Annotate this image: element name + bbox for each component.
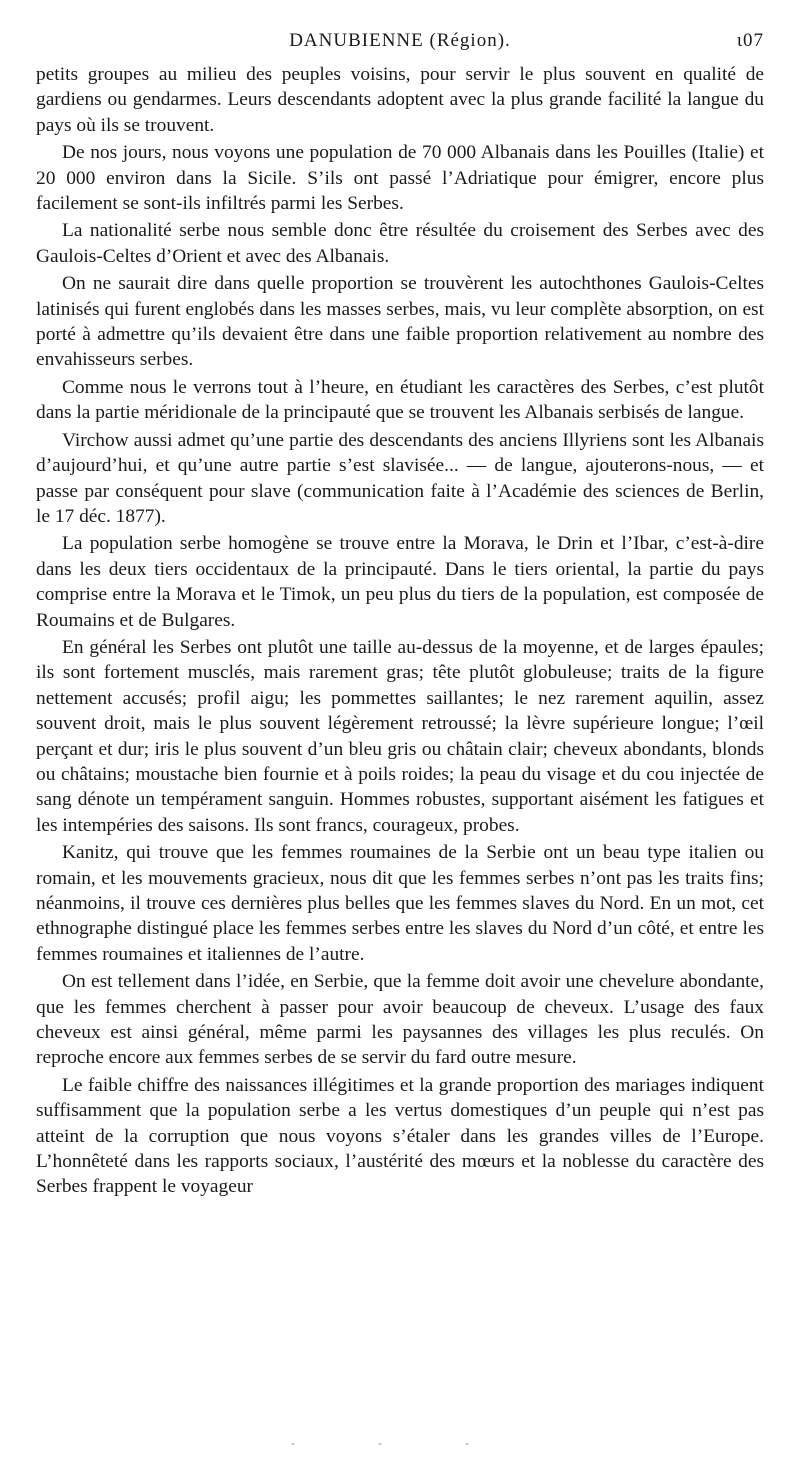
paragraph-kanitz: Kanitz, qui trouve que les femmes roumaines de la Serbie ont un beau type italien ou romain, et les mouvements gracieux, nous dit que les femmes serbes n’ont pas les traits fins; néanmoins, il trouve ces dernières plus belles que les femmes slaves du Nord. En un mot, cet ethnographe distingué place les femmes serbes entre les slaves du Nord d’un côté, et entre les femmes roumaines et italiennes de l’autre. (36, 842, 764, 965)
paragraph-population-homogene: La population serbe homogène se trouve entre la Morava, le Drin et l’Ibar, c’est-à-dire dans les deux tiers occidentaux de la principauté. Dans le tiers oriental, la partie du pays comprise entre la Morava et le Timok, un peu plus du tiers de la population, est composée de Roumains et de Bulgares. (36, 533, 764, 631)
paragraph-albanais-italie: De nos jours, nous voyons une population de 70 000 Albanais dans les Pouilles (Italie) et 20 000 environ dans la Sicile. S’ils ont passé l’Adriatique pour émigrer, encore plus facilement se sont-ils infiltrés parmi les Serbes. (36, 142, 764, 215)
running-header (36, 30, 764, 60)
page-number: ι07 (736, 30, 764, 51)
paragraph-moeurs: Le faible chiffre des naissances illégitimes et la grande proportion des mariages indiquent suffisamment que la population serbe a les vertus domestiques d’un peuple qui n’est pas atteint de la corruption que nous voyons s’étaler dans les grandes villes de l’Europe. L’honnêteté dans les rapports sociaux, l’austérité des mœurs et la noblesse du caractère des Serbes frappent le voyageur (36, 1074, 764, 1198)
paragraph-chevelure: On est tellement dans l’idée, en Serbie, que la femme doit avoir une chevelure abondante, que les femmes cherchent à passer pour avoir beaucoup de cheveux. L’usage des faux cheveux est ainsi général, même parmi les paysannes des villages les plus reculés. On reproche encore aux femmes serbes de se servir du fard outre mesure. (36, 971, 764, 1069)
paragraph-autochthones: On ne saurait dire dans quelle proportion se trouvèrent les autochthones Gaulois-Celtes latinisés qui furent englobés dans les masses serbes, mais, vu leur complète absorption, on est porté à admettre qu’ils devaient être dans une faible proportion relativement au nombre des envahisseurs serbes. (36, 273, 764, 371)
print-specks: - - - (291, 1436, 509, 1450)
paragraph-caracteres-physiques: En général les Serbes ont plutôt une taille au-dessus de la moyenne, et de larges épaules; ils sont fortement musclés, mais rarement gras; tête plutôt globuleuse; traits de la figure nettement accusés; profil aigu; les pommettes saillantes; le nez rarement aquilin, assez souvent droit, mais le plus souvent légèrement retroussé; la lèvre supérieure longue; l’œil perçant et dur; iris le plus souvent d’un bleu gris ou châtain clair; cheveux abondants, blonds ou châtains; moustache bien fournie et à poils roides; la peau du visage et du cou injectée de sang dénote un tempérament sanguin. Hommes robustes, supportant aisément les fatigues et les intempéries des saisons. Ils sont francs, courageux, probes. (36, 636, 764, 836)
paragraph-continuation: petits groupes au milieu des peuples voisins, pour servir le plus souvent en qualité de gardiens ou gendarmes. Leurs descendants adoptent avec la plus grande facilité la langue du pays où ils se trouvent. (36, 64, 764, 136)
running-title: DANUBIENNE (Région). (289, 30, 511, 51)
paragraph-nationalite-serbe: La nationalité serbe nous semble donc être résultée du croisement des Serbes avec des Gaulois-Celtes d’Orient et avec des Albanais. (36, 220, 764, 267)
body-text (36, 62, 764, 1200)
paragraph-virchow: Virchow aussi admet qu’une partie des descendants des anciens Illyriens sont les Albanais d’aujourd’hui, et qu’une autre partie s’est slavisée... — de langue, ajouterons-nous, — et passe par conséquent pour slave (communication faite à l’Académie des sciences de Berlin, le 17 déc. 1877). (36, 429, 764, 527)
paragraph-albanais-serbises: Comme nous le verrons tout à l’heure, en étudiant les caractères des Serbes, c’est plutôt dans la partie méridionale de la principauté que se trouvent les Albanais serbisés de langue. (36, 376, 764, 424)
